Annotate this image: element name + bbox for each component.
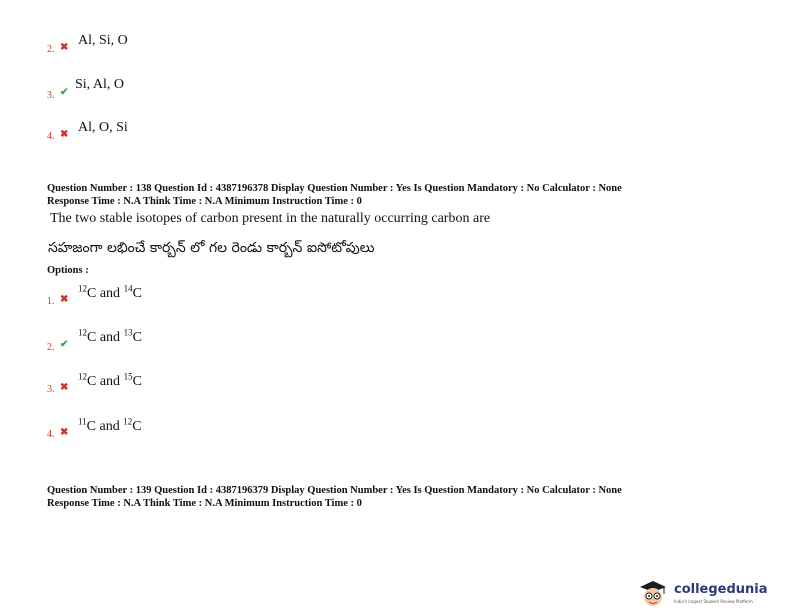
option-number: 2.	[47, 342, 55, 353]
q138-option-4	[0, 417, 792, 451]
option-number: 1.	[47, 296, 55, 307]
question-meta-line-1: Question Number : 138 Question Id : 4387196378 Display Question Number : Yes Is Question Mandatory : No Calculator : None	[47, 183, 622, 194]
prev-option-3	[0, 76, 792, 110]
question-meta	[47, 484, 622, 510]
wrong-mark-icon: ✖	[60, 42, 69, 53]
prev-option-2	[0, 32, 792, 66]
option-number: 4.	[47, 131, 55, 142]
question-meta-line-1: Question Number : 139 Question Id : 4387196379 Display Question Number : Yes Is Question Mandatory : No Calculator : None	[47, 485, 622, 496]
question-text-english: The two stable isotopes of carbon present in the naturally occurring carbon are	[50, 211, 491, 226]
question-meta-line-2: Response Time : N.A Think Time : N.A Minimum Instruction Time : 0	[47, 498, 362, 509]
option-number: 3.	[47, 384, 55, 395]
option-text: $^{12}$C and $^{14}$C	[78, 283, 142, 301]
collegedunia-logo	[638, 580, 788, 608]
correct-check-icon: ✔	[60, 87, 69, 98]
option-number: 3.	[47, 90, 55, 101]
logo-tagline: India's largest Student Review Platform	[674, 599, 753, 604]
q138-option-2	[0, 328, 792, 362]
wrong-mark-icon: ✖	[60, 294, 69, 305]
question-meta	[47, 182, 622, 208]
option-text: Si, Al, O	[75, 77, 125, 92]
question-meta-line-2: Response Time : N.A Think Time : N.A Minimum Instruction Time : 0	[47, 196, 362, 207]
wrong-mark-icon: ✖	[60, 129, 69, 140]
option-number: 2.	[47, 44, 55, 55]
q138-option-3	[0, 372, 792, 406]
option-text: $^{12}$C and $^{15}$C	[78, 371, 142, 389]
question-text-telugu: సహజంగా లభించే కార్బన్ లో గల రెండు కార్బన్ ఐసోటోపులు	[48, 240, 375, 256]
option-text: $^{11}$C and $^{12}$C	[78, 416, 142, 434]
logo-brand-text: collegedunia	[674, 582, 768, 597]
wrong-mark-icon: ✖	[60, 382, 69, 393]
option-number: 4.	[47, 429, 55, 440]
mascot-face-icon	[638, 580, 668, 608]
correct-check-icon: ✔	[60, 339, 69, 350]
option-text: Al, Si, O	[78, 33, 128, 48]
q138-option-1	[0, 284, 792, 318]
prev-option-4	[0, 119, 792, 153]
option-text: $^{12}$C and $^{13}$C	[78, 327, 142, 345]
wrong-mark-icon: ✖	[60, 427, 69, 438]
options-label: Options :	[47, 265, 89, 276]
option-text: Al, O, Si	[78, 120, 128, 135]
